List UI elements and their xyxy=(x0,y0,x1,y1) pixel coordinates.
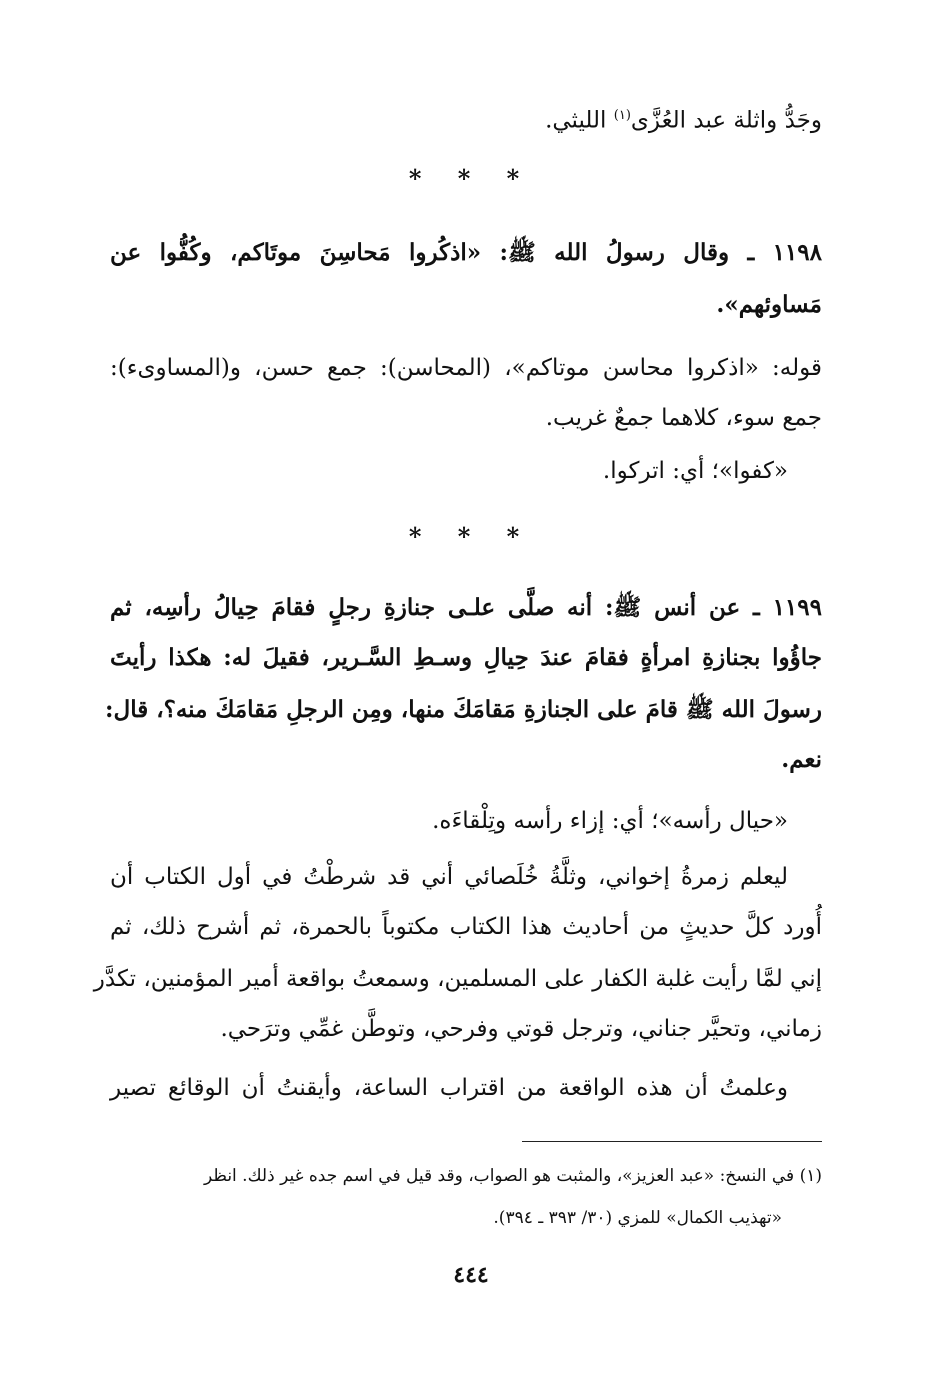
section-separator-1: * * * xyxy=(408,164,534,193)
page-body xyxy=(93,0,822,1377)
paragraph-1-line-3: إني لمَّا رأيت غلبة الكفار على المسلمين، وسمعتُ بواقعة أمير المؤمنين، تكدَّر xyxy=(93,966,822,992)
paragraph-1-line-1: ليعلم زمرةُ إخواني، وثلَّةُ خُلَصائي أني قد شرطْتُ في أول الكتاب أن xyxy=(110,864,788,890)
commentary-1-line-1: قوله: «اذكروا محاسن موتاكم»، (المحاسن): جمع حسن، و(المساوىء): xyxy=(110,355,822,381)
hadith-1198-line-1: ١١٩٨ ـ وقال رسولُ الله ﷺ: «اذكُروا مَحاسِنَ موتَاكم، وكُفُّوا عن xyxy=(110,239,822,266)
commentary-2: «حيال رأسه»؛ أي: إزاء رأسه وتِلْقاءَه. xyxy=(432,808,788,834)
hadith-1199-line-3: رسولَ الله ﷺ قامَ على الجنازةِ مَقامَكَ منها، ومِن الرجلِ مَقامَكَ منه؟، قال: xyxy=(105,696,822,723)
footnote-line-2: «تهذيب الكمال» للمزي (٣٠/ ٣٩٣ ـ ٣٩٤). xyxy=(493,1208,782,1228)
footnote-divider xyxy=(522,1141,822,1142)
hadith-1199-line-2: جاؤُوا بجنازةِ امرأةٍ فقامَ عندَ حِيالِ وسـطِ السَّـرير، فقيلَ له: هكذا رأيتَ xyxy=(110,644,822,671)
hadith-1198-line-2: مَساوئهم». xyxy=(716,291,822,318)
section-separator-2: * * * xyxy=(408,522,534,551)
lineage-text-end: الليثي. xyxy=(545,107,614,134)
paragraph-1-line-4: زماني، وتحيَّر جناني، وترجل قوتي وفرحي، وتوطَّن غمِّي وترَحي. xyxy=(220,1016,822,1042)
hadith-1199-line-1: ١١٩٩ ـ عن أنس ﷺ: أنه صلَّى علـى جنازةِ رجلٍ فقامَ حِيالُ رأسِه، ثم xyxy=(110,594,822,621)
footnote-marker[interactable]: (١) xyxy=(613,108,631,123)
hadith-1199-line-4: نعم. xyxy=(781,746,822,773)
paragraph-2-line-1: وعلمتُ أن هذه الواقعة من اقتراب الساعة، وأيقنتُ أن الوقائع تصير xyxy=(110,1075,788,1101)
page-number: ٤٤٤ xyxy=(453,1262,489,1288)
commentary-1-line-3: «كفوا»؛ أي: اتركوا. xyxy=(602,458,788,484)
commentary-1-line-2: جمع سوء، كلاهما جمعٌ غريب. xyxy=(545,405,822,431)
footnote-line-1: (١) في النسخ: «عبد العزيز»، والمثبت هو الصواب، وقد قيل في اسم جده غير ذلك. انظر xyxy=(204,1166,822,1186)
lineage-text: وجَدُّ واثلة عبد العُزَّى xyxy=(630,107,822,134)
text-line-lineage xyxy=(110,101,822,136)
paragraph-1-line-2: أُورد كلَّ حديثٍ من أحاديث هذا الكتاب مكتوباً بالحمرة، ثم أشرح ذلك، ثم xyxy=(110,914,822,940)
